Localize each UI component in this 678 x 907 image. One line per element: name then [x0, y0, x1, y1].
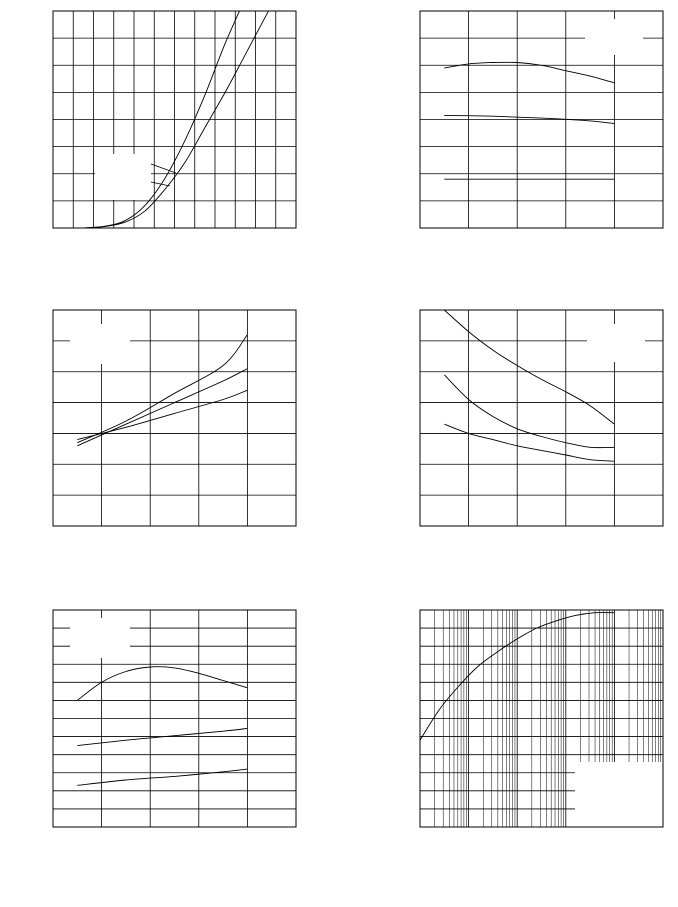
legend-box — [575, 762, 663, 827]
chart-panel-bottom-right — [420, 610, 663, 827]
legend-box — [585, 19, 643, 55]
legend-box — [70, 324, 130, 364]
chart-panel-middle-right — [420, 310, 663, 526]
chart-panel-top-left — [53, 0, 296, 228]
series-line-3 — [444, 424, 614, 461]
series-line-2 — [444, 375, 614, 448]
chart-panel-bottom-left — [53, 610, 296, 827]
series-line-1 — [77, 667, 247, 701]
legend-box — [70, 618, 130, 658]
series-line-3 — [77, 769, 247, 785]
chart-panel-top-right — [420, 11, 663, 228]
legend-box — [587, 324, 645, 362]
series-line-2 — [77, 369, 247, 446]
chart-panel-middle-left — [53, 310, 296, 526]
series-line-2 — [77, 728, 247, 745]
grid — [53, 11, 296, 228]
legend-box — [95, 154, 151, 200]
